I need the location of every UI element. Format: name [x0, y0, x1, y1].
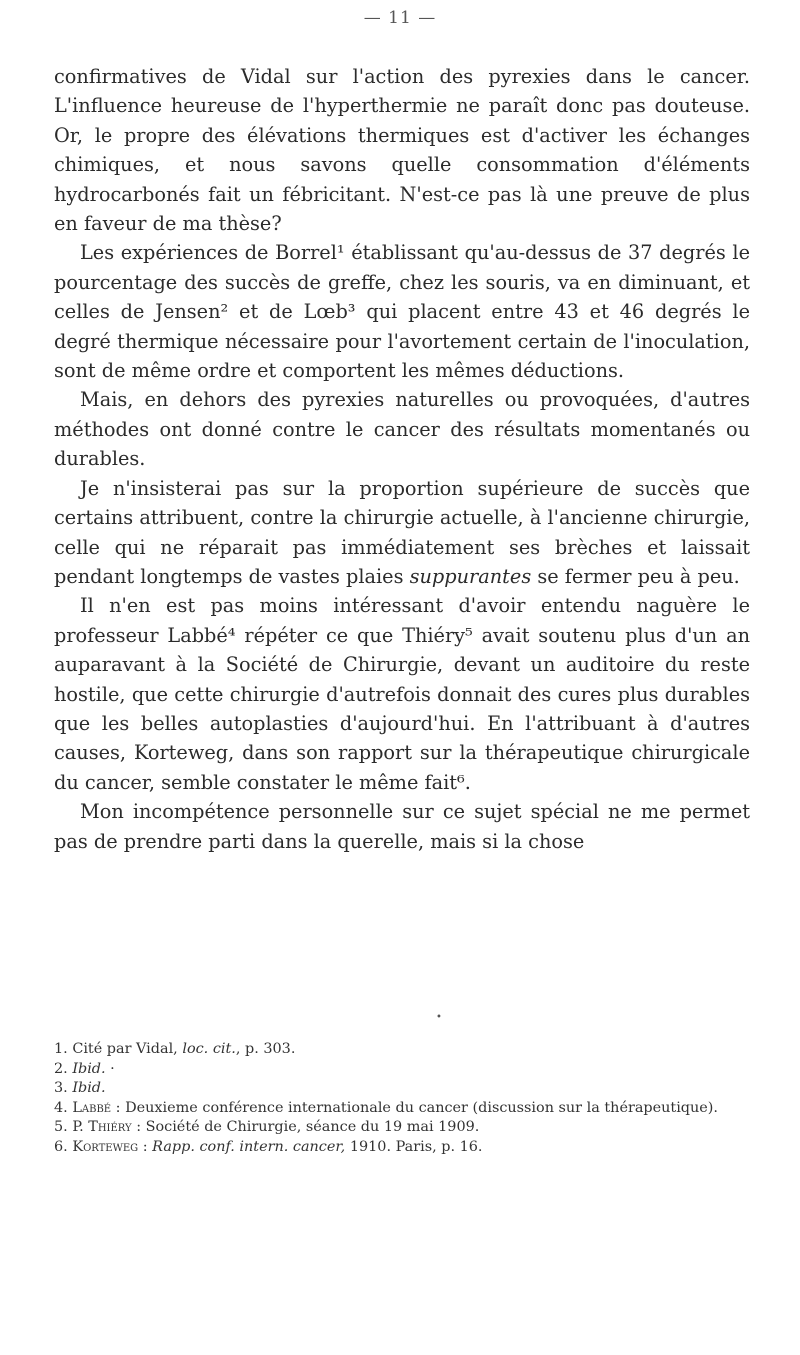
footnote-italic: Ibid.	[72, 1060, 106, 1077]
footnote-text: : Deuxieme conférence internationale du cancer (discussion sur la thérapeutique).	[111, 1099, 718, 1116]
paragraph-4-after: se fermer peu à peu.	[531, 564, 740, 588]
paragraph-5: Il n'en est pas moins intéressant d'avoir entendu naguère le professeur Labbé⁴ répéter ce que Thiéry⁵ avait soutenu plus d'un an auparavant à la Société de Chirurgie, devant un auditoire du reste hostile, que cette chirurgie d'autrefois donnait des cures plus durables que les belles autoplasties d'aujourd'hui. En l'attribuant à d'autres causes, Korteweg, dans son rapport sur la thérapeutique chirurgicale du cancer, semble constater le même fait⁶.	[54, 594, 750, 794]
paragraph-4-italic: suppurantes	[409, 564, 532, 588]
footnote-author: Labbé	[72, 1099, 112, 1116]
footnote-number: 1.	[54, 1041, 68, 1057]
footnote-separator: :	[138, 1138, 153, 1155]
paragraph-6: Mon incompétence personnelle sur ce sujet spécial ne me permet pas de prendre parti dans la querelle, mais si la chose	[54, 800, 750, 853]
footnote-italic: Rapp. conf. intern. cancer,	[152, 1138, 346, 1155]
body-text	[54, 62, 750, 856]
paragraph-2: Les expériences de Borrel¹ établissant qu'au-dessus de 37 degrés le pourcentage des succès de greffe, chez les souris, va en diminuant, et celles de Jensen² et de Lœb³ qui placent entre 43 et 46 degrés le degré thermique nécessaire pour l'avortement certain de l'inoculation, sont de même ordre et comportent les mêmes déductions.	[54, 241, 750, 383]
footnote-number: 2.	[54, 1060, 68, 1077]
footnote-6	[54, 1138, 754, 1158]
footnote-2	[54, 1060, 754, 1080]
bullet-mark: •	[436, 1012, 442, 1023]
footnote-5	[54, 1118, 754, 1138]
footnote-number: 4.	[54, 1099, 68, 1116]
footnote-text: : Société de Chirurgie, séance du 19 mai 1909.	[131, 1119, 480, 1135]
footnote-number: 6.	[54, 1138, 68, 1155]
footnote-text: 1910. Paris, p. 16.	[345, 1138, 483, 1155]
footnotes	[54, 1040, 754, 1157]
footnote-text: ·	[105, 1060, 115, 1077]
footnote-author: Korteweg	[72, 1138, 139, 1155]
paragraph-1: confirmatives de Vidal sur l'action des pyrexies dans le cancer. L'influence heureuse de l'hyperthermie ne paraît donc pas douteuse. Or, le propre des élévations thermiques est d'activer les échanges chimiques, et nous savons quelle consommation d'éléments hydrocarbonés fait un fébricitant. N'est-ce pas là une preuve de plus en faveur de ma thèse?	[54, 65, 750, 236]
footnote-3	[54, 1079, 754, 1099]
footnote-number: 3.	[54, 1080, 68, 1096]
paragraph-4-before: Je n'insisterai pas sur la proportion supérieure de succès que certains attribuent, contre la chirurgie actuelle, à l'ancienne chirurgie, celle qui ne réparait pas immédiatement ses brèches et laissait pendant longtemps de vastes plaies	[54, 476, 750, 588]
paragraph-4	[54, 474, 750, 592]
paragraph-3: Mais, en dehors des pyrexies naturelles ou provoquées, d'autres méthodes ont donné contre le cancer des résultats momentanés ou durables.	[54, 388, 750, 471]
footnote-1	[54, 1040, 754, 1060]
footnote-italic: loc. cit.	[182, 1041, 236, 1057]
footnote-4	[54, 1099, 754, 1119]
footnote-text: , p. 303.	[235, 1041, 296, 1057]
footnote-author: P. Thiéry	[72, 1119, 132, 1135]
footnote-number: 5.	[54, 1119, 68, 1135]
footnote-italic: Ibid.	[72, 1080, 106, 1096]
page-number: — 11 —	[363, 8, 437, 28]
footnote-author: Cité par Vidal,	[72, 1041, 178, 1057]
